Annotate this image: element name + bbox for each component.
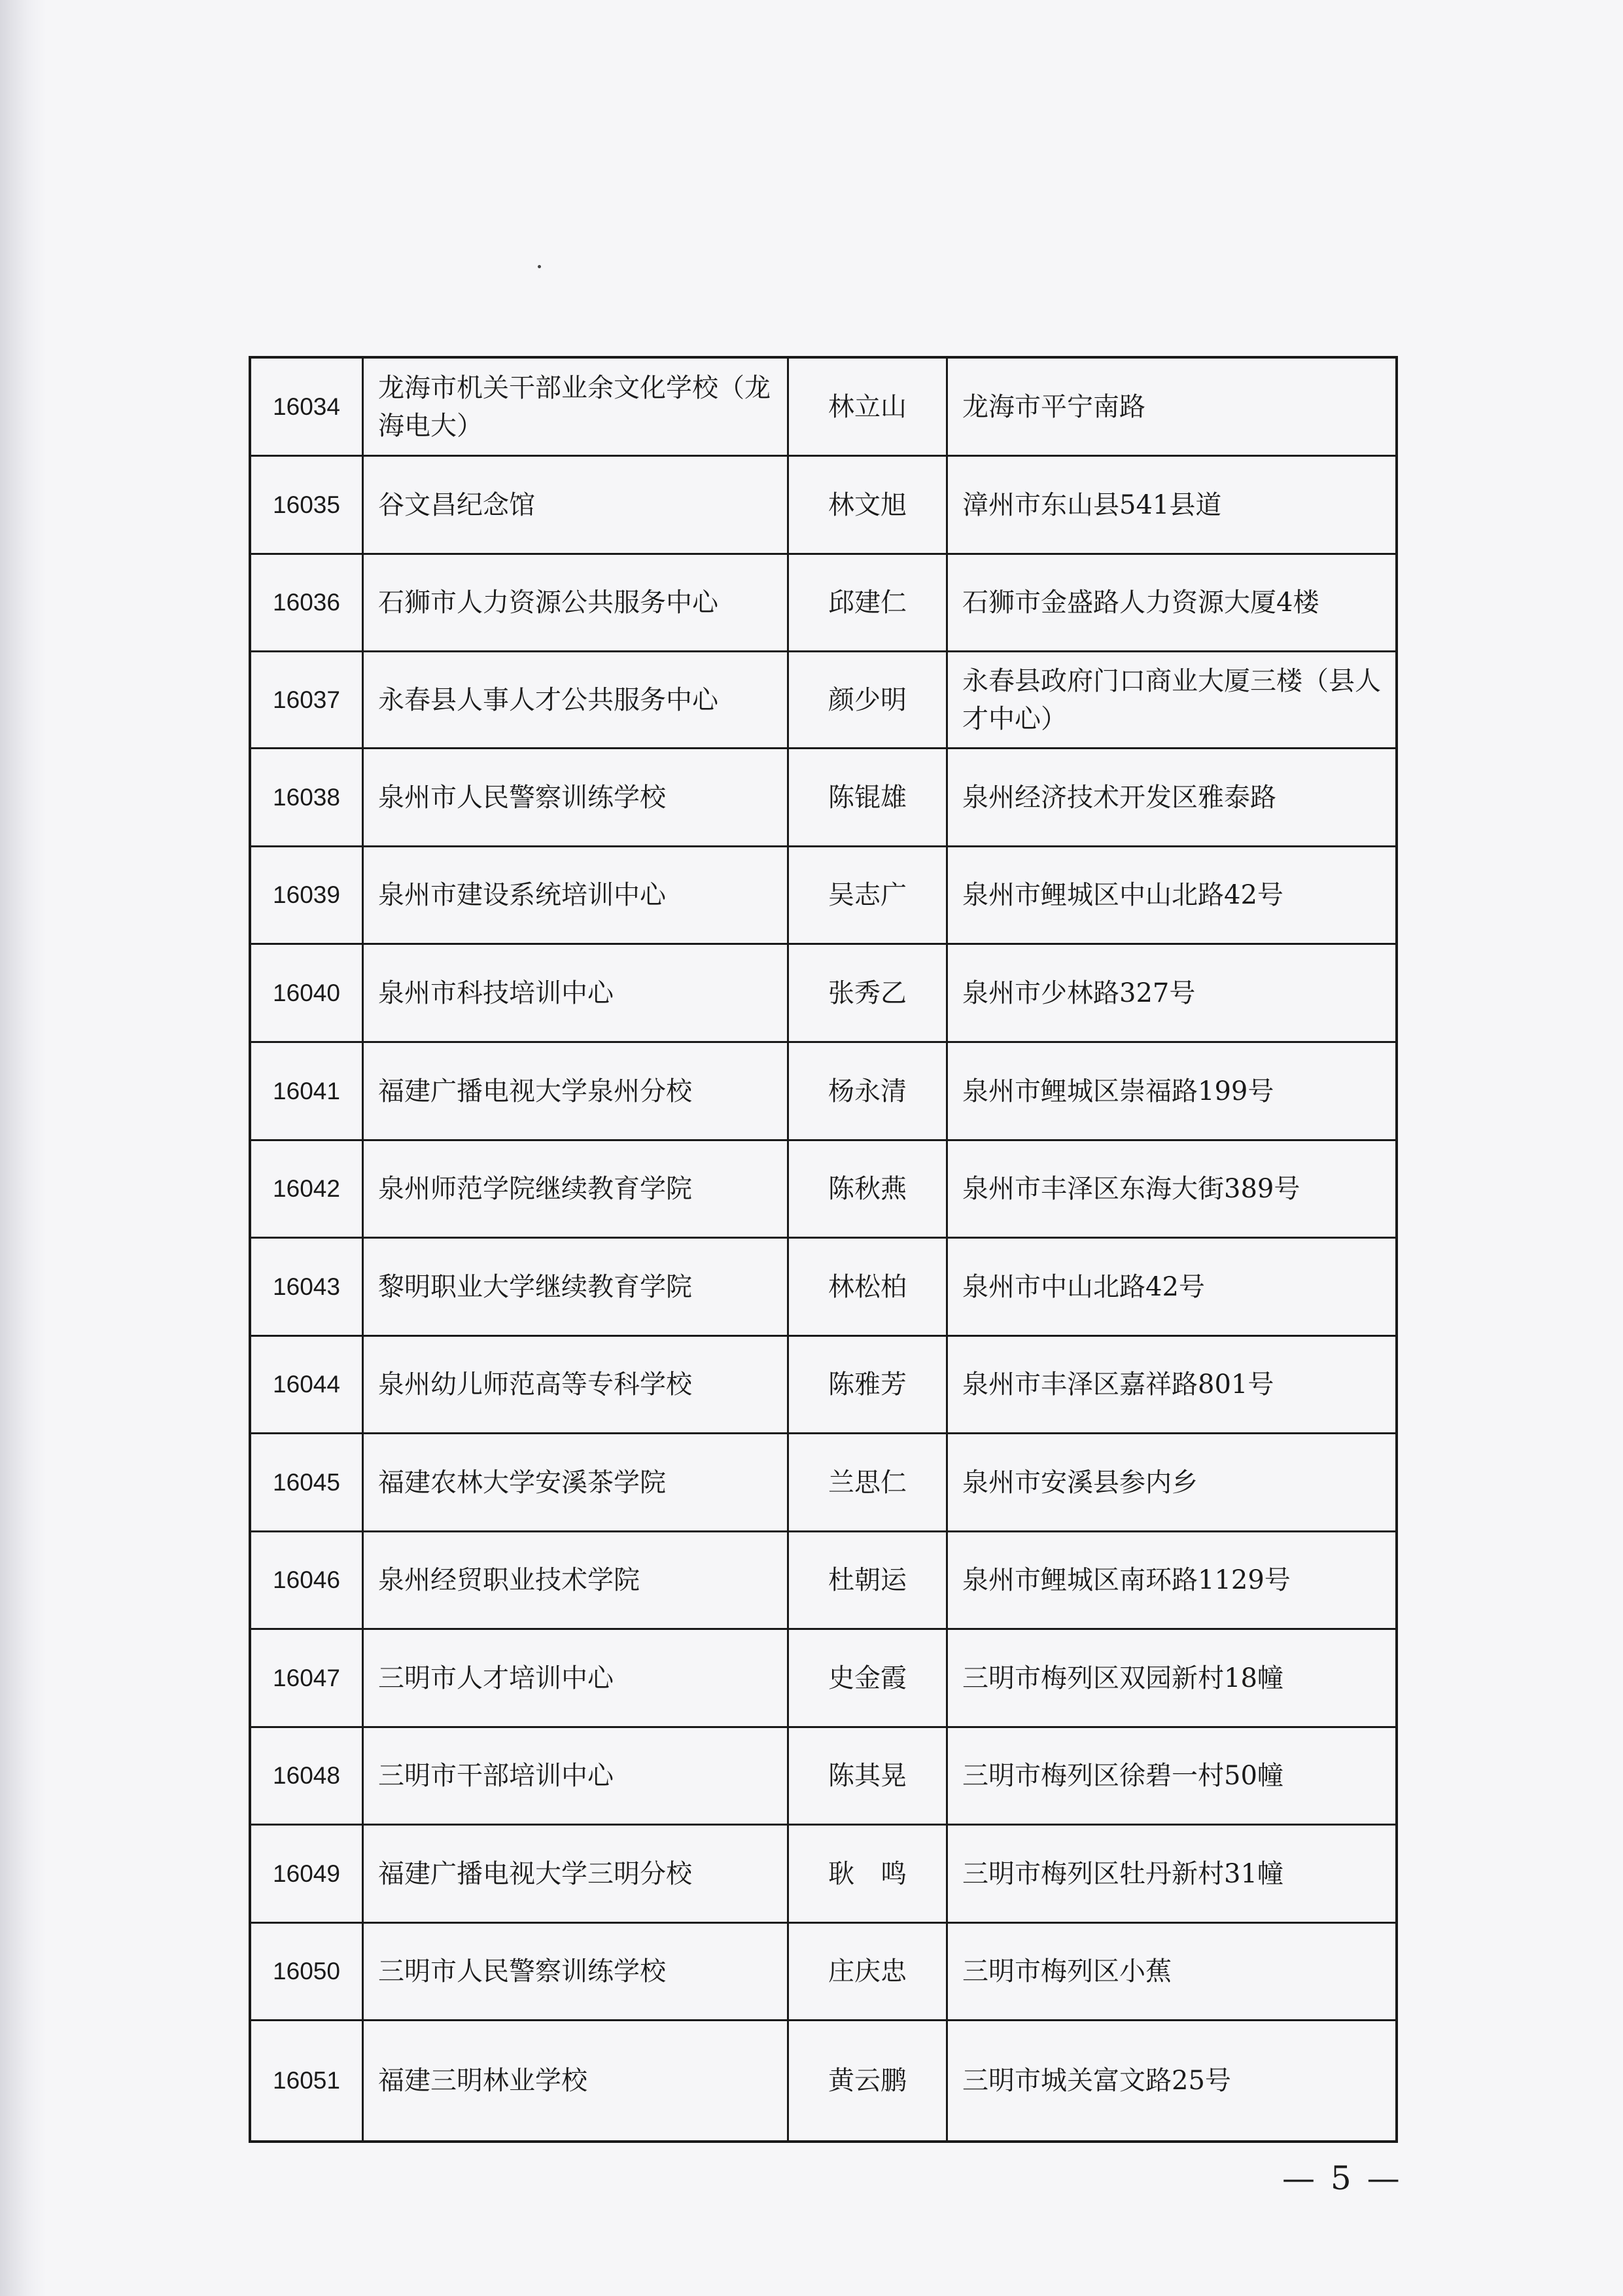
code-cell: 16040 bbox=[251, 945, 364, 1041]
org-cell: 泉州市科技培训中心 bbox=[364, 945, 789, 1041]
page-edge-shadow bbox=[0, 0, 46, 2296]
page-number: — 5 — bbox=[1282, 2159, 1403, 2197]
code-cell: 16047 bbox=[251, 1630, 364, 1726]
address-cell: 三明市梅列区小蕉 bbox=[962, 1956, 1172, 1987]
code-cell: 16051 bbox=[251, 2021, 364, 2140]
org-cell: 福建广播电视大学泉州分校 bbox=[364, 1043, 789, 1139]
code-cell: 16044 bbox=[251, 1337, 364, 1432]
org-cell: 福建广播电视大学三明分校 bbox=[364, 1826, 789, 1922]
code-cell: 16045 bbox=[251, 1434, 364, 1530]
address-cell: 泉州市鲤城区崇福路199号 bbox=[962, 1076, 1274, 1106]
org-cell: 永春县人事人才公共服务中心 bbox=[364, 652, 789, 747]
org-cell: 谷文昌纪念馆 bbox=[364, 457, 789, 553]
institution-table bbox=[249, 356, 1398, 2143]
contact-cell: 黄云鹏 bbox=[789, 2021, 948, 2140]
org-cell: 福建三明林业学校 bbox=[364, 2021, 789, 2140]
contact-cell: 林松柏 bbox=[789, 1239, 948, 1335]
code-cell: 16043 bbox=[251, 1239, 364, 1335]
contact-cell: 颜少明 bbox=[789, 652, 948, 747]
table-row bbox=[251, 1530, 1395, 1628]
org-cell: 泉州师范学院继续教育学院 bbox=[364, 1141, 789, 1237]
contact-cell: 陈雅芳 bbox=[789, 1337, 948, 1432]
table-row bbox=[251, 1824, 1395, 1922]
code-cell: 16046 bbox=[251, 1532, 364, 1628]
address-cell: 泉州市安溪县参内乡 bbox=[962, 1467, 1198, 1498]
table-row bbox=[251, 1237, 1395, 1335]
code-cell: 16042 bbox=[251, 1141, 364, 1237]
contact-cell: 杨永清 bbox=[789, 1043, 948, 1139]
address-cell: 永春县政府门口商业大厦三楼（县人才中心） bbox=[962, 665, 1381, 734]
table-row bbox=[251, 359, 1395, 455]
code-cell: 16034 bbox=[251, 359, 364, 455]
code-cell: 16041 bbox=[251, 1043, 364, 1139]
org-cell: 泉州市人民警察训练学校 bbox=[364, 749, 789, 845]
table-row bbox=[251, 747, 1395, 845]
table-row bbox=[251, 1726, 1395, 1824]
contact-cell: 吴志广 bbox=[789, 847, 948, 943]
address-cell: 三明市梅列区徐碧一村50幢 bbox=[962, 1761, 1283, 1791]
code-cell: 16049 bbox=[251, 1826, 364, 1922]
code-cell: 16035 bbox=[251, 457, 364, 553]
org-cell: 龙海市机关干部业余文化学校（龙海电大） bbox=[364, 359, 789, 455]
address-cell: 石狮市金盛路人力资源大厦4楼 bbox=[962, 588, 1319, 618]
org-cell: 福建农林大学安溪茶学院 bbox=[364, 1434, 789, 1530]
table-row bbox=[251, 1432, 1395, 1530]
org-cell: 泉州幼儿师范高等专科学校 bbox=[364, 1337, 789, 1432]
speck bbox=[538, 265, 541, 268]
org-cell: 三明市干部培训中心 bbox=[364, 1728, 789, 1824]
address-cell: 漳州市东山县541县道 bbox=[962, 489, 1222, 520]
contact-cell: 庄庆忠 bbox=[789, 1924, 948, 2019]
contact-cell: 兰思仁 bbox=[789, 1434, 948, 1530]
address-cell: 龙海市平宁南路 bbox=[962, 391, 1145, 422]
code-cell: 16048 bbox=[251, 1728, 364, 1824]
address-cell: 泉州市丰泽区东海大街389号 bbox=[962, 1174, 1300, 1204]
table-row bbox=[251, 650, 1395, 747]
contact-cell: 杜朝运 bbox=[789, 1532, 948, 1628]
table-row bbox=[251, 1139, 1395, 1237]
contact-cell: 陈秋燕 bbox=[789, 1141, 948, 1237]
address-cell: 泉州市鲤城区中山北路42号 bbox=[962, 880, 1283, 910]
contact-cell: 耿 鸣 bbox=[789, 1826, 948, 1922]
contact-cell: 史金霞 bbox=[789, 1630, 948, 1726]
code-cell: 16037 bbox=[251, 652, 364, 747]
address-cell: 泉州市鲤城区南环路1129号 bbox=[962, 1565, 1291, 1595]
org-cell: 三明市人民警察训练学校 bbox=[364, 1924, 789, 2019]
org-cell: 石狮市人力资源公共服务中心 bbox=[364, 555, 789, 650]
table-row bbox=[251, 455, 1395, 553]
address-cell: 泉州市少林路327号 bbox=[962, 978, 1196, 1008]
contact-cell: 林立山 bbox=[789, 359, 948, 455]
address-cell: 泉州经济技术开发区雅泰路 bbox=[962, 782, 1276, 813]
code-cell: 16038 bbox=[251, 749, 364, 845]
address-cell: 三明市城关富文路25号 bbox=[962, 2066, 1231, 2096]
address-cell: 泉州市丰泽区嘉祥路801号 bbox=[962, 1369, 1274, 1400]
contact-cell: 陈其晃 bbox=[789, 1728, 948, 1824]
org-cell: 黎明职业大学继续教育学院 bbox=[364, 1239, 789, 1335]
table-row bbox=[251, 1922, 1395, 2019]
table-row bbox=[251, 845, 1395, 943]
contact-cell: 林文旭 bbox=[789, 457, 948, 553]
contact-cell: 陈锟雄 bbox=[789, 749, 948, 845]
code-cell: 16036 bbox=[251, 555, 364, 650]
code-cell: 16039 bbox=[251, 847, 364, 943]
table-row bbox=[251, 1628, 1395, 1726]
address-cell: 三明市梅列区双园新村18幢 bbox=[962, 1663, 1283, 1693]
org-cell: 泉州经贸职业技术学院 bbox=[364, 1532, 789, 1628]
address-cell: 三明市梅列区牡丹新村31幢 bbox=[962, 1858, 1283, 1889]
table-row bbox=[251, 943, 1395, 1041]
contact-cell: 邱建仁 bbox=[789, 555, 948, 650]
org-cell: 三明市人才培训中心 bbox=[364, 1630, 789, 1726]
code-cell: 16050 bbox=[251, 1924, 364, 2019]
table-row bbox=[251, 553, 1395, 650]
address-cell: 泉州市中山北路42号 bbox=[962, 1271, 1205, 1302]
table-row bbox=[251, 1041, 1395, 1139]
org-cell: 泉州市建设系统培训中心 bbox=[364, 847, 789, 943]
table-row bbox=[251, 2019, 1395, 2140]
contact-cell: 张秀乙 bbox=[789, 945, 948, 1041]
table-row bbox=[251, 1335, 1395, 1432]
